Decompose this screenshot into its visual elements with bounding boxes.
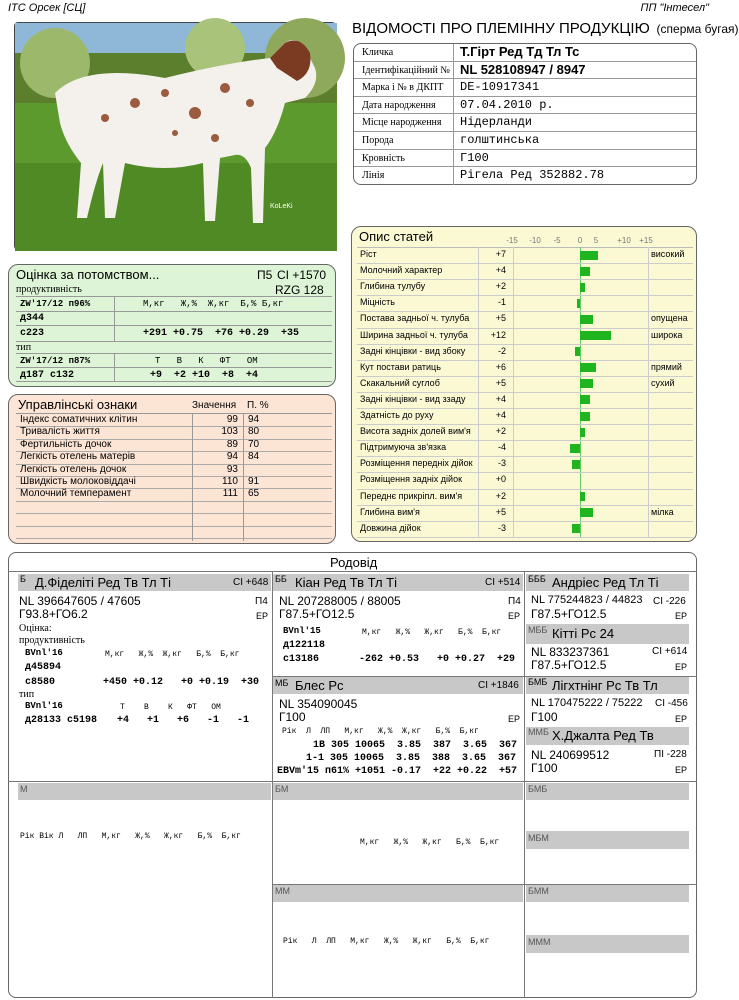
management-trait-value: 94 (226, 451, 238, 463)
mmb-name: Х.Джалта Ред Тв (552, 728, 654, 743)
prod-row-2-left: с223 (20, 328, 45, 339)
sire-name: Д.Фіделіті Ред Тв Тл Ті (35, 575, 172, 590)
sire-prod-r2-left: с8580 (25, 677, 56, 688)
trait-bar (580, 395, 590, 404)
prod-header-key: ZW'17/12 п96% (20, 299, 91, 309)
bbb-breed: Г87.5+ГО12.5 (531, 607, 607, 621)
mm-header (273, 885, 523, 902)
sire-prod-r2-vals: +450 +0.12 +0 +0.19 +30 (103, 677, 260, 688)
prod-header-cols: М,кг Ж,% Ж,кг Б,% Б,кг (143, 299, 284, 309)
header-left: ІТС Орсек [СЦ] (8, 2, 86, 14)
traits-row-line (357, 424, 693, 425)
trait-name: Молочний характер (360, 265, 443, 276)
management-trait-value: 111 (222, 488, 238, 500)
bbb-tag: БББ (528, 574, 546, 584)
traits-row-line (357, 456, 693, 457)
bb-r2-left: с13186 (283, 654, 320, 665)
management-col-line (192, 413, 193, 541)
trait-name: Здатність до руху (360, 410, 434, 420)
management-trait-value: 99 (226, 414, 238, 425)
info-row (354, 167, 696, 185)
trait-name: Скакальний суглоб (360, 377, 440, 388)
m-tag: М (20, 784, 28, 794)
trait-bar (580, 363, 596, 372)
info-value: DE-10917341 (460, 80, 540, 95)
bb-r1: д122118 (283, 640, 326, 651)
trait-note: сухий (651, 377, 675, 388)
traits-row-line (357, 537, 693, 538)
sire-prod-key: BVnl'16 (25, 648, 63, 658)
trait-name: Задні кінцівки - вид збоку (360, 345, 466, 356)
trait-bar (580, 508, 593, 517)
bull-info-table (353, 43, 697, 185)
traits-row-line (357, 360, 693, 361)
info-value: Нідерланди (460, 115, 533, 130)
trait-value: +2 (495, 426, 506, 437)
traits-row-line (357, 472, 693, 473)
management-trait-pct: 70 (248, 438, 260, 450)
progeny-type-label: тип (16, 342, 32, 353)
pedigree-title: Родовід (330, 555, 378, 570)
trait-value: +4 (495, 265, 506, 276)
traits-row-line (357, 263, 693, 264)
trait-value: +4 (495, 410, 506, 420)
progeny-rzg: RZG 128 (275, 283, 324, 297)
management-col-line (243, 413, 244, 541)
traits-axis-tick: -15 (506, 236, 518, 245)
sire-type-vals: +4 +1 +6 -1 -1 (117, 715, 250, 726)
mmb-tag: ММБ (528, 727, 549, 737)
trait-value: -2 (497, 345, 506, 356)
bbb-ep: ЕР (675, 611, 688, 621)
management-trait-pct: 94 (248, 414, 260, 425)
info-label: Марка і № в ДКПТ (354, 79, 454, 96)
mb-breed: Г100 (279, 710, 306, 724)
management-trait-pct: 80 (248, 426, 260, 438)
management-col-value: Значення (192, 400, 237, 411)
management-row-line (16, 513, 332, 514)
traits-row-line (357, 489, 693, 490)
bmb2-tag: БМБ (528, 784, 548, 794)
info-value: Т.Гірт Ред Тд Тл Тс (460, 44, 580, 59)
info-label: Порода (354, 132, 454, 149)
trait-note: опущена (651, 313, 688, 324)
bbb-id: NL 775244823 / 44823 (531, 594, 643, 606)
pedigree-divider (8, 781, 697, 782)
bm-cols: М,кг Ж,% Ж,кг Б,% Б,кг (360, 838, 500, 847)
trait-value: -1 (497, 297, 506, 308)
trait-name: Переднє прикріпл. вим'я (360, 490, 463, 501)
trait-name: Глибина вим'я (360, 506, 420, 517)
management-trait-name: Тривалість життя (20, 426, 100, 438)
trait-name: Ширина задньої ч. тулуба (360, 329, 468, 340)
info-row (354, 150, 696, 168)
trait-value: -4 (497, 442, 506, 453)
bmb-ci: CI -456 (655, 698, 688, 709)
management-trait-name: Швидкість молоковіддачі (20, 476, 136, 487)
bb-cols: М,кг Ж,% Ж,кг Б,% Б,кг (362, 628, 502, 637)
traits-axis-tick: +15 (639, 236, 653, 245)
trait-bar (580, 251, 598, 260)
trait-note: прямий (651, 361, 682, 372)
progeny-productivity-label: продуктивність (16, 284, 82, 295)
sire-type-label: тип (19, 689, 35, 700)
trait-name: Глибина тулубу (360, 281, 426, 292)
sire-class: П4 (255, 596, 268, 607)
type-header-cols: Т В К ФТ ОМ (155, 356, 258, 366)
info-value: 07.04.2010 р. (460, 97, 554, 112)
info-label: Лінія (354, 167, 454, 185)
progeny-divider (114, 296, 115, 342)
trait-name: Ріст (360, 249, 377, 259)
prod-row-2-right: +291 +0.75 +76 +0.29 +35 (143, 328, 300, 339)
progeny-title: Оцінка за потомством... (16, 267, 160, 282)
trait-name: Підтримуюча зв'язка (360, 442, 447, 453)
mb-name: Блес Рс (295, 678, 344, 693)
traits-row-line (357, 279, 693, 280)
sire-tag: Б (20, 574, 26, 584)
management-trait-pct: 91 (248, 476, 260, 487)
traits-row-line (357, 376, 693, 377)
bmb-name: Лігхтнінг Рс Тв Тл (552, 678, 658, 693)
trait-value: +2 (495, 281, 506, 292)
mb-row-2: 1-1 305 10065 3.85 388 3.65 367 (306, 753, 517, 764)
info-row (354, 62, 696, 80)
trait-name: Задні кінцівки - вид ззаду (360, 393, 466, 404)
bb-name: Кіан Ред Тв Тл Ті (295, 575, 397, 590)
trait-name: Міцність (360, 297, 395, 308)
info-value: NL 528108947 / 8947 (460, 61, 586, 77)
trait-bar (580, 428, 585, 437)
bbb-name: Андріес Ред Тл Ті (552, 575, 659, 590)
m-header (18, 783, 271, 800)
sire-type-cols: Т В К ФТ ОМ (120, 703, 221, 712)
title-sub: (сперма бугая) (656, 22, 739, 36)
trait-bar (580, 379, 593, 388)
mm-tag: ММ (275, 886, 290, 896)
info-row (354, 97, 696, 115)
trait-name: Кут постави ратиць (360, 361, 441, 372)
management-title: Управлінські ознаки (18, 397, 138, 412)
traits-row-line (357, 408, 693, 409)
info-value: Рігела Ред 352882.78 (460, 168, 605, 183)
type-row-right: +9 +2 +10 +8 +4 (150, 370, 259, 381)
progeny-divider (16, 367, 332, 368)
bb-id: NL 207288005 / 88005 (279, 594, 401, 608)
management-trait-name: Легкість отелень матерів (20, 451, 136, 463)
management-trait-name: Фертильність дочок (20, 438, 112, 450)
trait-value: +4 (495, 393, 506, 404)
management-trait-value: 103 (221, 426, 238, 438)
trait-value: +5 (495, 313, 506, 324)
progeny-class: П5 (257, 268, 273, 282)
mmb-ep: ЕР (675, 765, 688, 775)
sire-type-left: д28133 с5198 (25, 715, 98, 726)
trait-bar (577, 299, 580, 308)
traits-row-line (357, 311, 693, 312)
traits-row-line (357, 328, 693, 329)
info-label: Дата народження (354, 97, 454, 114)
progeny-ci: CI +1570 (277, 268, 327, 282)
sire-breed: Г93.8+ГО6.2 (19, 607, 88, 621)
trait-bar (572, 524, 580, 533)
title-main: ВІДОМОСТІ ПРО ПЛЕМІННУ ПРОДУКЦІЮ (352, 20, 650, 37)
bb-class: П4 (508, 596, 521, 607)
bmb2-header (526, 783, 689, 800)
management-trait-value: 89 (226, 438, 238, 450)
mbb-breed: Г87.5+ГО12.5 (531, 658, 607, 672)
management-trait-pct: 84 (248, 451, 260, 463)
management-row-line (16, 526, 332, 527)
traits-row-line (357, 295, 693, 296)
trait-name: Розміщення задніх дійок (360, 474, 463, 485)
traits-axis-tick: 5 (593, 236, 599, 245)
trait-name: Довжина дійок (360, 522, 421, 533)
management-trait-name: Індекс соматичних клітин (20, 414, 138, 425)
traits-axis-tick: 0 (577, 236, 583, 245)
trait-value: +7 (495, 249, 506, 259)
mmb-ci: ПІ -228 (654, 749, 687, 760)
info-row (354, 132, 696, 150)
bb-tag: ББ (275, 574, 287, 584)
bbb-ci: CI -226 (653, 596, 686, 607)
trait-note: мілка (651, 506, 674, 517)
management-trait-pct: 65 (248, 488, 260, 500)
bm-tag: БМ (275, 784, 289, 794)
info-value: Г100 (460, 150, 489, 165)
bb-key: BVnl'15 (283, 626, 321, 636)
type-header-key: ZW'17/12 п87% (20, 356, 91, 366)
traits-axis-tick: -10 (529, 236, 541, 245)
mb-ebv: EBVm'15 п61% +1051 -0.17 +22 +0.22 +57 (277, 766, 518, 777)
pedigree-divider (8, 571, 697, 572)
trait-bar (580, 283, 585, 292)
trait-value: +5 (495, 506, 506, 517)
bm-header (273, 783, 523, 800)
type-row-left: д187 с132 (20, 370, 75, 381)
bmm-tag: БММ (528, 886, 549, 896)
traits-row-line (357, 344, 693, 345)
mbb-ep: ЕР (675, 662, 688, 672)
traits-row-line (357, 521, 693, 522)
traits-axis-tick: +10 (617, 236, 631, 245)
pedigree-divider (524, 572, 525, 998)
trait-value: +6 (495, 361, 506, 372)
management-row-line (16, 501, 332, 502)
sire-eval-label: Оцінка: (19, 623, 52, 634)
traits-title: Опис статей (359, 229, 434, 244)
mb-cols: Рік Л ЛП М,кг Ж,% Ж,кг Б,% Б,кг (282, 727, 479, 736)
mbb-tag: МББ (528, 625, 548, 635)
mbm-tag: МБМ (528, 833, 549, 843)
mbm-header (526, 831, 689, 849)
photo-watermark: KoLeKi (270, 203, 293, 210)
info-row (354, 79, 696, 97)
management-row-line (16, 538, 332, 539)
management-trait-name: Молочний темперамент (20, 488, 132, 500)
trait-name: Постава задньої ч. тулуба (360, 313, 470, 324)
mmm-tag: МММ (528, 937, 551, 947)
mbb-name: Кітті Рс 24 (552, 626, 615, 641)
management-col-pct: П. % (247, 400, 269, 411)
bmm-header (526, 885, 689, 902)
progeny-divider (16, 311, 332, 312)
trait-bar (580, 412, 590, 421)
trait-bar (575, 347, 580, 356)
trait-bar (580, 492, 585, 501)
progeny-divider (16, 325, 332, 326)
traits-axis-tick: -5 (553, 236, 561, 245)
trait-name: Розміщення передніх дійок (360, 458, 473, 469)
info-label: Кровність (354, 150, 454, 167)
sire-prod-cols: М,кг Ж,% Ж,кг Б,% Б,кг (105, 650, 240, 659)
mb-tag: МБ (275, 678, 289, 688)
mmb-breed: Г100 (531, 761, 558, 775)
bb-ci: CI +514 (485, 577, 521, 588)
info-label: Ідентифікаційний № (354, 62, 454, 79)
info-row (354, 44, 696, 62)
bmb-tag: БМБ (528, 677, 548, 687)
mb-id: NL 354090045 (279, 697, 358, 711)
mbb-ci: CI +614 (652, 646, 688, 657)
mm-cols: Рік Л ЛП М,кг Ж,% Ж,кг Б,% Б,кг (283, 937, 490, 946)
bmb-ep: ЕР (675, 714, 688, 724)
mb-ci: CI +1846 (478, 680, 519, 691)
bb-breed: Г87.5+ГО12.5 (279, 607, 355, 621)
sire-ep: ЕР (256, 611, 269, 621)
trait-bar (580, 331, 611, 340)
info-value: голштинська (460, 133, 540, 147)
sire-prod-label: продуктивність (19, 635, 85, 646)
trait-bar (572, 460, 580, 469)
trait-note: високий (651, 249, 685, 259)
traits-row-line (357, 505, 693, 506)
trait-value: +5 (495, 377, 506, 388)
trait-note: широка (651, 329, 683, 340)
sire-id: NL 396647605 / 47605 (19, 594, 141, 608)
sire-ci: CI +648 (233, 577, 269, 588)
trait-value: +0 (495, 474, 506, 485)
mbb-id: NL 833237361 (531, 645, 610, 659)
bmb-breed: Г100 (531, 710, 558, 724)
management-trait-value: 93 (226, 463, 238, 475)
prod-row-1-left: д344 (20, 313, 45, 324)
trait-bar (580, 315, 593, 324)
page-title (352, 20, 739, 37)
info-row (354, 114, 696, 132)
bb-ep: ЕР (508, 611, 521, 621)
bb-r2-vals: -262 +0.53 +0 +0.27 +29 (359, 654, 516, 665)
sire-type-key: BVnl'16 (25, 701, 63, 711)
header-right: ПП "Інтесел" (640, 2, 709, 14)
management-trait-name: Легкість отелень дочок (20, 463, 127, 475)
sire-prod-r1: д45894 (25, 662, 62, 673)
trait-name: Висота задніх долей вим'я (360, 426, 471, 437)
trait-value: -3 (497, 458, 506, 469)
management-trait-value: 110 (222, 476, 238, 487)
trait-bar (580, 267, 590, 276)
traits-row-line (357, 392, 693, 393)
trait-value: -3 (497, 522, 506, 533)
traits-row-line (357, 440, 693, 441)
bull-photo (14, 22, 336, 250)
m-cols: Рік Вік Л ЛП М,кг Ж,% Ж,кг Б,% Б,кг (20, 832, 241, 841)
mmb-id: NL 240699512 (531, 748, 610, 762)
cow-illustration (15, 23, 337, 251)
trait-value: +12 (490, 329, 506, 340)
info-label: Місце народження (354, 114, 454, 131)
info-label: Кличка (354, 44, 454, 61)
bmb-id: NL 170475222 / 75222 (531, 697, 643, 709)
trait-value: +2 (495, 490, 506, 501)
mb-row-1: 1В 305 10065 3.85 387 3.65 367 (313, 740, 518, 751)
mb-ep: ЕР (508, 714, 521, 724)
trait-bar (570, 444, 580, 453)
